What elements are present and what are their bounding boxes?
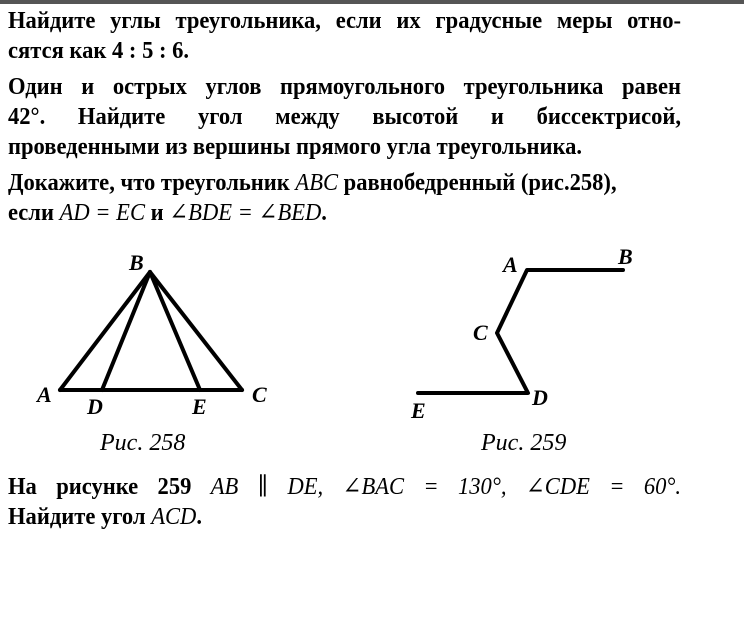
problem-4-text-c: .	[196, 504, 202, 530]
problem-1-line-2: сятся как 4 : 5 : 6.	[8, 38, 190, 64]
problem-4-text-a: На рисунке 259	[8, 474, 211, 500]
fig258-label-d: D	[87, 394, 103, 419]
problem-3-text-b: равнобедренный (рис.258),	[338, 170, 617, 196]
problem-3-text-a: Докажите, что треугольник	[8, 170, 296, 196]
fig258-label-c: C	[252, 382, 267, 407]
problem-3-text-c: если	[8, 200, 60, 226]
equation-ad-ec: AD = EC	[59, 200, 146, 226]
segment-bd	[102, 272, 150, 390]
problem-1-line-1: Найдите углы треугольника, если их градусные меры отно-	[8, 8, 682, 34]
side-bc	[150, 272, 242, 390]
fig259-caption: Рис. 259	[481, 430, 567, 456]
fig258-label-a: A	[37, 382, 52, 407]
problem-2-line-3: проведенными из вершины прямого угла треугольника.	[8, 134, 583, 160]
parallel-statement: AB ∥ DE,	[210, 474, 324, 500]
fig259-label-b: B	[618, 244, 633, 269]
fig259-label-e: E	[411, 398, 426, 423]
angle-acd: ACD	[151, 504, 197, 530]
problem-4-line-2	[8, 502, 681, 532]
fig258-caption: Рис. 258	[100, 430, 186, 456]
side-ab	[60, 272, 150, 390]
problem-2-line-2: 42°. Найдите угол между высотой и биссектрисой,	[8, 104, 682, 130]
angle-cde: ∠CDE = 60°.	[525, 474, 682, 500]
fig259-label-d: D	[532, 385, 548, 410]
problem-4-text-b: Найдите угол	[8, 504, 152, 530]
triangle-abc: ABC	[295, 170, 339, 196]
fig258-label-e: E	[192, 394, 207, 419]
segment-be	[150, 272, 200, 390]
fig259-label-c: C	[473, 320, 488, 345]
problem-4	[8, 472, 681, 532]
figure-258	[60, 272, 242, 390]
problem-4-line-1	[8, 472, 681, 502]
angle-bac: ∠BAC = 130°,	[342, 474, 507, 500]
figure-259-broken-line	[418, 270, 623, 393]
fig259-label-a: A	[503, 252, 518, 277]
problem-2-line-1: Один и острых углов прямоугольного треугольника равен	[8, 74, 682, 100]
fig258-label-b: B	[129, 250, 144, 275]
equation-angles: ∠BDE = ∠BED	[169, 200, 322, 226]
problem-3-text-e: .	[321, 200, 327, 226]
problem-3-text-d: и	[145, 200, 170, 226]
